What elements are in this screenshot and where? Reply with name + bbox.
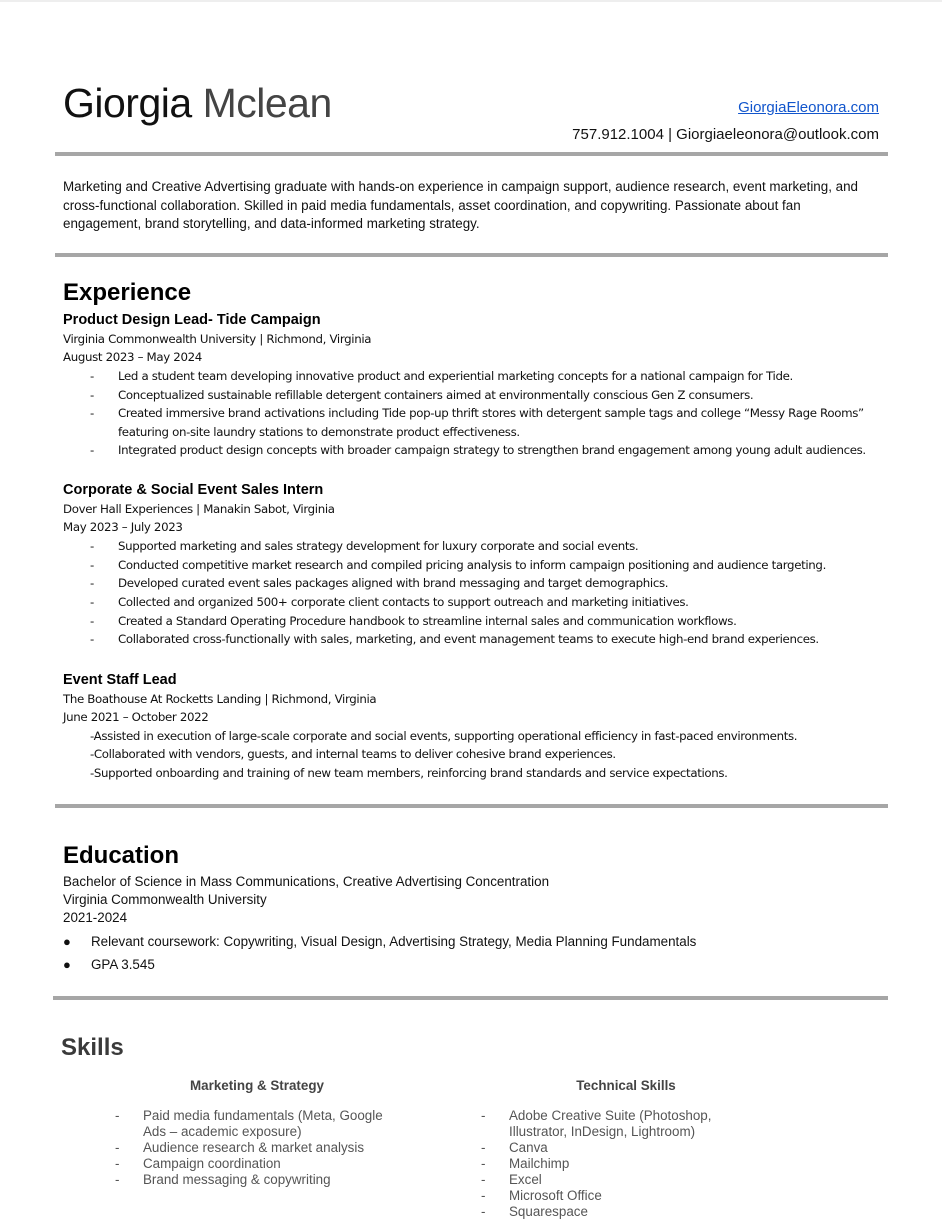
skill-item: - Brand messaging & copywriting <box>115 1172 331 1187</box>
edu-years: 2021-2024 <box>63 910 128 925</box>
job-org: The Boathouse At Rocketts Landing | Richmond, Virginia <box>63 692 377 706</box>
degree: Bachelor of Science in Mass Communications, Creative Advertising Concentration <box>63 874 550 889</box>
skills-heading: Skills <box>61 1034 124 1061</box>
job-dates: May 2023 – July 2023 <box>63 520 183 534</box>
education-heading: Education <box>63 842 180 869</box>
job-bullet: - Led a student team developing innovative product and experiential marketing concepts for a national campaign for Tide. <box>90 369 793 383</box>
job-bullet: - Conceptualized sustainable refillable detergent containers aimed at environmentally conscious Gen Z consumers. <box>90 388 754 402</box>
school: Virginia Commonwealth University <box>63 892 267 907</box>
job-org: Dover Hall Experiences | Manakin Sabot, Virginia <box>63 502 335 516</box>
job-bullet: - Collaborated cross-functionally with sales, marketing, and event management teams to execute high-end brand experiences. <box>90 632 819 646</box>
job-bullet: - Created a Standard Operating Procedure handbook to streamline internal sales and communication workflows. <box>90 614 737 628</box>
job-dates: June 2021 – October 2022 <box>63 710 209 724</box>
skills-column-title: Technical Skills <box>576 1078 676 1093</box>
job-bullet: -Assisted in execution of large-scale corporate and social events, supporting operational efficiency in fast-paced environments. <box>90 729 798 743</box>
job-title: Event Staff Lead <box>63 672 177 688</box>
skill-item: - Adobe Creative Suite (Photoshop, Illustrator, InDesign, Lightroom) <box>481 1108 712 1139</box>
job-bullet: - Created immersive brand activations including Tide pop-up thrift stores with detergent sample tags and college “Messy Rage Rooms” featuring on-site laundry stations to demonstrate product effectiveness. <box>90 406 864 439</box>
job-bullet: - Conducted competitive market research and compiled pricing analysis to inform campaign positioning and audience targeting. <box>90 558 826 572</box>
last-name: Mclean <box>202 80 332 126</box>
summary: Marketing and Creative Advertising graduate with hands-on experience in campaign support, audience research, event marketing, and cross-functional collaboration. Skilled in paid media fundamentals, asset coordination, and copywriting. Passionate about fan engagement, brand storytelling, and data-informed marketing strategy. <box>63 179 858 231</box>
skill-item: - Excel <box>481 1172 542 1187</box>
divider <box>55 152 888 156</box>
job-bullet: - Integrated product design concepts with broader campaign strategy to strengthen brand engagement among young adult audiences. <box>90 443 866 457</box>
job-bullet: - Supported marketing and sales strategy development for luxury corporate and social events. <box>90 539 639 553</box>
divider <box>53 996 888 1000</box>
skill-item: - Audience research & market analysis <box>115 1140 365 1155</box>
skill-item: - Mailchimp <box>481 1156 570 1171</box>
experience-heading: Experience <box>63 279 192 306</box>
website-link[interactable]: GiorgiaEleonora.com <box>738 99 879 116</box>
job-title: Corporate & Social Event Sales Intern <box>63 482 324 498</box>
contact-info: 757.912.1004 | Giorgiaeleonora@outlook.com <box>572 126 879 143</box>
skills-column-title: Marketing & Strategy <box>190 1078 324 1093</box>
skill-item: - Campaign coordination <box>115 1156 281 1171</box>
resume-name <box>63 80 332 126</box>
skill-item: - Paid media fundamentals (Meta, Google Ads – academic exposure) <box>115 1108 383 1139</box>
job-dates: August 2023 – May 2024 <box>63 350 202 364</box>
job-org: Virginia Commonwealth University | Richmond, Virginia <box>63 332 372 346</box>
skill-item: - Canva <box>481 1140 548 1155</box>
edu-bullet: ● GPA 3.545 <box>63 957 155 972</box>
job-bullet: - Collected and organized 500+ corporate client contacts to support outreach and marketing initiatives. <box>90 595 689 609</box>
job-title: Product Design Lead- Tide Campaign <box>63 312 321 328</box>
skill-item: - Microsoft Office <box>481 1188 602 1203</box>
divider <box>55 804 888 808</box>
job-bullet: - Developed curated event sales packages aligned with brand messaging and target demographics. <box>90 576 669 590</box>
job-bullet: -Collaborated with vendors, guests, and internal teams to deliver cohesive brand experiences. <box>90 747 616 761</box>
edu-bullet: ● Relevant coursework: Copywriting, Visual Design, Advertising Strategy, Media Planning Fundamentals <box>63 934 697 949</box>
divider <box>55 253 888 257</box>
first-name: Giorgia <box>63 80 192 126</box>
skill-item: - Squarespace <box>481 1204 588 1219</box>
job-bullet: -Supported onboarding and training of new team members, reinforcing brand standards and service expectations. <box>90 766 728 780</box>
